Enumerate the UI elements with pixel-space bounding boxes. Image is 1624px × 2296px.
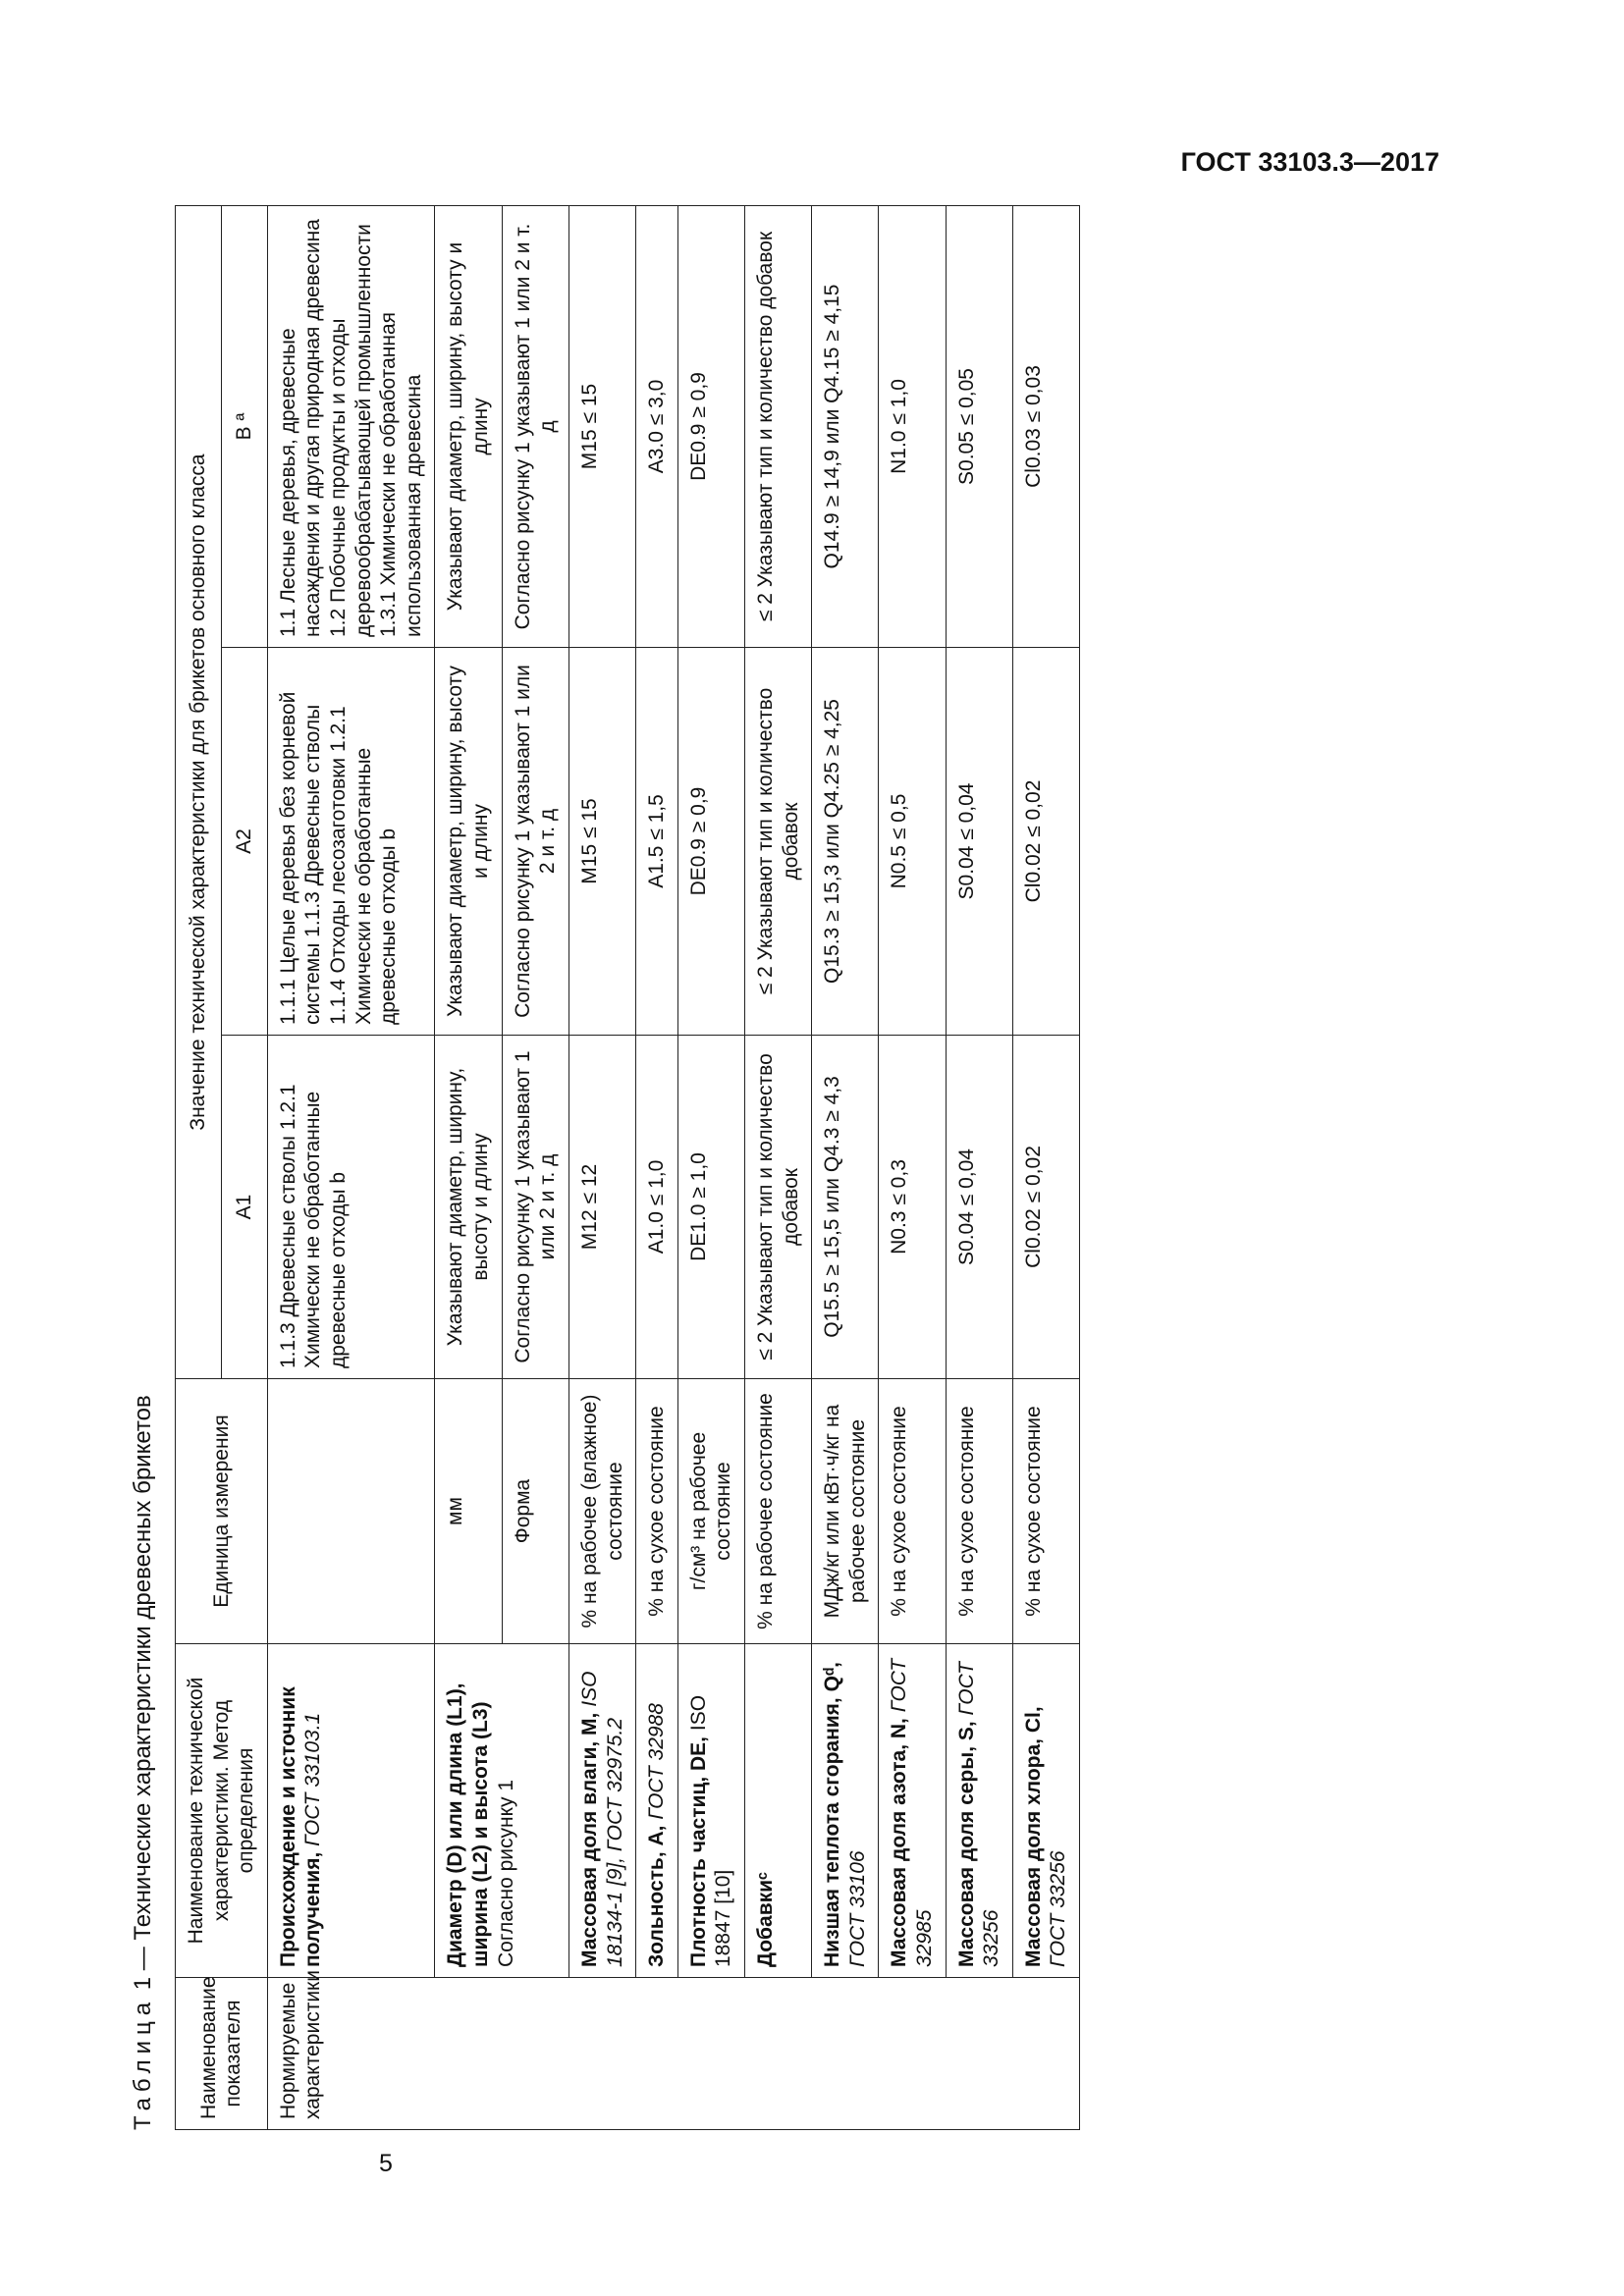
row-name: Диаметр (D) или длина (L1), ширина (L2) и высота (L3) (444, 1682, 493, 1967)
row-value-a1: M12 ≤ 12 (568, 1036, 635, 1379)
row-method: ГОСТ 33106 (845, 1850, 869, 1967)
row-value-b: N1.0 ≤ 1,0 (879, 205, 946, 647)
row-value-b: A3.0 ≤ 3,0 (636, 205, 678, 647)
row-characteristic (568, 1644, 635, 1978)
row-unit: % на сухое состояние (1012, 1379, 1079, 1644)
row-value-b: M15 ≤ 15 (568, 205, 635, 647)
table-caption-text: — Технические характеристики древесных брикетов (130, 1395, 156, 1971)
row-value-a1: 1.1.3 Древесные стволы 1.2.1 Химически не обработанные древесные отходы b (267, 1036, 435, 1379)
row-value-a1: S0.04 ≤ 0,04 (946, 1036, 1012, 1379)
row-value-b: Q14.9 ≥ 14,9 или Q4.15 ≥ 4,15 (812, 205, 879, 647)
row-value-a2: A1.5 ≤ 1,5 (636, 648, 678, 1036)
document-standard-number: ГОСТ 33103.3—2017 (1180, 147, 1439, 177)
row-method: Согласно рисунку 1 (494, 1779, 517, 1967)
row-method: ГОСТ 33256 (1047, 1850, 1070, 1967)
table-row (946, 205, 1012, 2129)
row-unit (267, 1379, 435, 1644)
row-method: ГОСТ 33103.1 (301, 1712, 325, 1846)
row-characteristic (744, 1644, 811, 1978)
row-value-a1: ≤ 2 Указывают тип и количество добавок (744, 1036, 811, 1379)
table-row (568, 205, 635, 2129)
row-name: Массовая доля серы, S, (954, 1721, 978, 1967)
row-name: Массовая доля азота, N, (888, 1718, 911, 1967)
row-value-b: Согласно рисунку 1 указывают 1 или 2 и т. д (502, 205, 568, 647)
table-row (267, 205, 435, 2129)
header-class-b: B ª (221, 205, 267, 647)
row-method: ISO 18134-1 [9], ГОСТ 32975.2 (577, 1671, 626, 1967)
table-row (812, 205, 879, 2129)
row-value-a1: Cl0.02 ≤ 0,02 (1012, 1036, 1079, 1379)
row-value-a1: Согласно рисунку 1 указывают 1 или 2 и т. д (502, 1036, 568, 1379)
row-value-a2: S0.04 ≤ 0,04 (946, 648, 1012, 1036)
row-method: ГОСТ 32985 (888, 1658, 937, 1967)
row-unit: % на сухое состояние (879, 1379, 946, 1644)
row-value-b: Указывают диаметр, ширину, высоту и длину (435, 205, 502, 647)
row-value-a2: 1.1.1 Целые деревья без корневой системы 1.1.3 Древесные стволы 1.1.4 Отходы лесозаготовки 1.2.1 Химически не обработанные древесные отходы b (267, 648, 435, 1036)
row-value-b: ≤ 2 Указывают тип и количество добавок (744, 205, 811, 647)
header-unit: Единица измерения (176, 1379, 268, 1644)
table-caption-prefix: Таблица (130, 1996, 156, 2130)
row-name: Массовая доля хлора, Cl, (1021, 1706, 1045, 1967)
page-number: 5 (379, 2150, 393, 2177)
row-name: Зольность, A, (645, 1825, 669, 1967)
table-row (677, 205, 744, 2129)
row-characteristic (636, 1644, 678, 1978)
row-characteristic (946, 1644, 1012, 1978)
row-name: Происхождение и источник получения, (276, 1686, 325, 1967)
row-method: ISO 18847 [10] (686, 1694, 735, 1967)
row-value-b: Cl0.03 ≤ 0,03 (1012, 205, 1079, 647)
row-name: Добавкиᶜ (753, 1871, 777, 1967)
row-value-a1: N0.3 ≤ 0,3 (879, 1036, 946, 1379)
row-value-a1: A1.0 ≤ 1,0 (636, 1036, 678, 1379)
table-header-row (176, 205, 222, 2129)
rotated-table-block (118, 206, 1438, 2130)
row-unit: % на сухое состояние (946, 1379, 1012, 1644)
row-name: Низшая теплота сгорания, Qᵈ, (821, 1662, 844, 1967)
row-value-a2: Q15.3 ≥ 15,3 или Q4.25 ≥ 4,25 (812, 648, 879, 1036)
row-value-b: DE0.9 ≥ 0,9 (677, 205, 744, 647)
row-characteristic (879, 1644, 946, 1978)
row-characteristic (267, 1644, 435, 1978)
table-caption (118, 1395, 169, 2130)
row-value-a1: Указывают диаметр, ширину, высоту и длину (435, 1036, 502, 1379)
row-value-a2: M15 ≤ 15 (568, 648, 635, 1036)
row-value-a2: N0.5 ≤ 0,5 (879, 648, 946, 1036)
header-indicator: Наименование показателя (176, 1978, 268, 2130)
row-unit: % на рабочее (влажное) состояние (568, 1379, 635, 1644)
specification-table (175, 205, 1080, 2130)
group-label: Нормируемые характеристики (267, 1978, 1079, 2130)
row-characteristic (812, 1644, 879, 1978)
row-value-a2: ≤ 2 Указывают тип и количество добавок (744, 648, 811, 1036)
row-unit: г/см³ на рабочее состояние (677, 1379, 744, 1644)
row-unit: МДж/кг или кВт·ч/кг на рабочее состояние (812, 1379, 879, 1644)
row-name: Массовая доля влаги, M, (577, 1712, 601, 1967)
row-name: Плотность частиц, DE, (686, 1735, 710, 1967)
row-characteristic (677, 1644, 744, 1978)
row-unit: Форма (502, 1379, 568, 1644)
row-value-b: S0.05 ≤ 0,05 (946, 205, 1012, 647)
row-unit: % на рабочее состояние (744, 1379, 811, 1644)
row-value-a2: Согласно рисунку 1 указывают 1 или 2 и т. д (502, 648, 568, 1036)
header-class-a2: A2 (221, 648, 267, 1036)
row-value-a1: DE1.0 ≥ 1,0 (677, 1036, 744, 1379)
row-unit: % на сухое состояние (636, 1379, 678, 1644)
row-method: ГОСТ 32988 (645, 1703, 669, 1820)
row-value-a2: Cl0.02 ≤ 0,02 (1012, 648, 1079, 1036)
table-row (435, 205, 502, 2129)
table-row (744, 205, 811, 2129)
header-values-group: Значение технической характеристики для брикетов основного класса (176, 205, 222, 1378)
header-class-a1: A1 (221, 1036, 267, 1379)
row-characteristic (1012, 1644, 1079, 1978)
row-value-a1: Q15.5 ≥ 15,5 или Q4.3 ≥ 4,3 (812, 1036, 879, 1379)
row-characteristic (435, 1644, 568, 1978)
row-value-b: 1.1 Лесные деревья, древесные насаждения и другая природная древесина 1.2 Побочные продукты и отходы деревообрабатывающей промышленности 1.3.1 Химически не обработанная использованная древесина (267, 205, 435, 647)
row-unit: мм (435, 1379, 502, 1644)
header-characteristic: Наименование технической характеристики. Метод определения (176, 1644, 268, 1978)
row-value-a2: DE0.9 ≥ 0,9 (677, 648, 744, 1036)
table-row (879, 205, 946, 2129)
table-caption-number: 1 (130, 1976, 156, 1991)
table-row (1012, 205, 1079, 2129)
table-row (636, 205, 678, 2129)
row-method: ГОСТ 33256 (954, 1662, 1003, 1967)
row-value-a2: Указывают диаметр, ширину, высоту и длину (435, 648, 502, 1036)
